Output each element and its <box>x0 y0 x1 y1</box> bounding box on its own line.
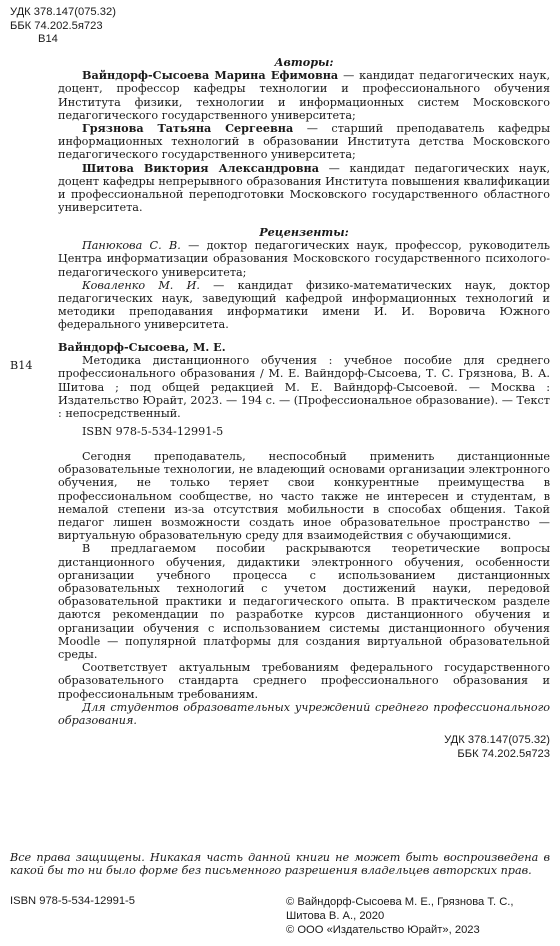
abstract-paragraph: Соответствует актуальным требованиям федерального государственного образовательного стандарта среднего профессионального образования и профессиональным требованиям. <box>58 661 550 701</box>
abstract-audience: Для студентов образовательных учреждений среднего профессионального образования. <box>58 700 550 728</box>
header-codes <box>10 6 116 47</box>
author-desc: — кандидат педагогических наук, доцент кафедры непрерывного образования Института повышения квалификации и профессиональной переподготовки Московского государственного областного университета. <box>58 161 550 215</box>
reviewer-desc: — доктор педагогических наук, профессор, руководитель Центра информатизации образования Московского государственного психолого-педагогического университета; <box>58 239 551 279</box>
reviewer-entry <box>58 239 550 279</box>
bbk-code: ББК 74.202.5я723 <box>457 747 550 760</box>
reviewer-desc: — кандидат физико-математических наук, доктор педагогических наук, заведующий кафедрой информационных технологий и методики преподавания информатики имени И. И. Воровича Южного федерального университета. <box>58 278 550 332</box>
author-desc: — кандидат педагогических наук, доцент, профессор кафедры технологии и профессионального обучения Института физики, технологии и информационных систем Московского педагогического государственного университета; <box>58 69 550 122</box>
reviewers-heading: Рецензенты: <box>259 225 349 239</box>
catalog-isbn: ISBN 978-5-534-12991-5 <box>82 425 224 439</box>
abstract-section <box>58 450 550 727</box>
author-name: Грязнова Татьяна Сергеевна <box>82 121 294 136</box>
footer-codes <box>444 734 550 761</box>
rights-notice: Все права защищены. Никакая часть данной книги не может быть воспроизведена в какой бы то ни было форме без письменного разрешения владельцев авторских прав. <box>10 851 550 878</box>
abstract-paragraph: В предлагаемом пособии раскрываются теоретические вопросы дистанционного обучения, дидактики электронного обучения, особенности организации учебного процесса с использованием дистанционных образовательных технологий с учетом достижений науки, передовой образовательной практики и педагогического опыта. В практическом разделе даются рекомендации по разработке курсов дистанционного обучения и организации обучения с использованием системы дистанционного обучения Moodle — популярной платформы для создания виртуальной образовательной среды. <box>58 542 550 662</box>
copyright-block <box>286 895 552 937</box>
catalog-author: Вайндорф-Сысоева, М. Е. <box>58 340 226 354</box>
catalog-index-side: В14 <box>10 359 33 372</box>
catalog-description: Методика дистанционного обучения : учебное пособие для среднего профессионального образования / М. Е. Вайндорф-Сысоева, Т. С. Грязнова, В. А. Шитова ; под общей редакцией М. Е. Вайндорф-Сысоевой. — Москва : Издательство Юрайт, 2023. — 194 с. — (Профессиональное образование). — Текст : непосредственный. <box>58 354 550 421</box>
abstract-paragraph: Сегодня преподаватель, неспособный применить дистанционные образовательные технологии, не владеющий основами организации электронного обучения, не только теряет свои конкурентные преимущества в профессиональном сообществе, но часто также не интересен и студентам, в немалой степени из-за отсутствия мобильности в способах общения. Такой педагог лишен возможности создать иное образовательное пространство — виртуальную образовательную среду для взаимодействия с обучающимися. <box>58 450 550 543</box>
reviewers-section <box>58 226 550 332</box>
authors-heading: Авторы: <box>274 55 334 69</box>
copyright-publisher: © ООО «Издательство Юрайт», 2023 <box>286 924 480 936</box>
catalog-index: В14 <box>38 33 58 45</box>
reviewer-name: Коваленко М. И. <box>82 278 200 292</box>
reviewer-entry <box>58 279 550 332</box>
bottom-isbn: ISBN 978-5-534-12991-5 <box>10 895 136 907</box>
catalog-record <box>58 341 550 438</box>
reviewer-name: Панюкова С. В. <box>82 239 181 253</box>
copyright-authors: © Вайндорф-Сысоева М. Е., Грязнова Т. С., Шитова В. А., 2020 <box>286 896 514 922</box>
udk-code: УДК 378.147(075.32) <box>444 734 550 746</box>
author-entry <box>58 162 550 215</box>
authors-section <box>58 56 550 214</box>
author-entry <box>58 122 550 162</box>
author-name: Вайндорф-Сысоева Марина Ефимовна <box>82 68 339 83</box>
udk-code: УДК 378.147(075.32) <box>10 6 116 18</box>
author-desc: — старший преподаватель кафедры информационных технологий в образовании Института детства Московского педагогического государственного университета; <box>58 122 550 162</box>
author-name: Шитова Виктория Александровна <box>82 160 319 175</box>
author-entry <box>58 69 550 122</box>
bbk-code: ББК 74.202.5я723 <box>10 19 103 32</box>
